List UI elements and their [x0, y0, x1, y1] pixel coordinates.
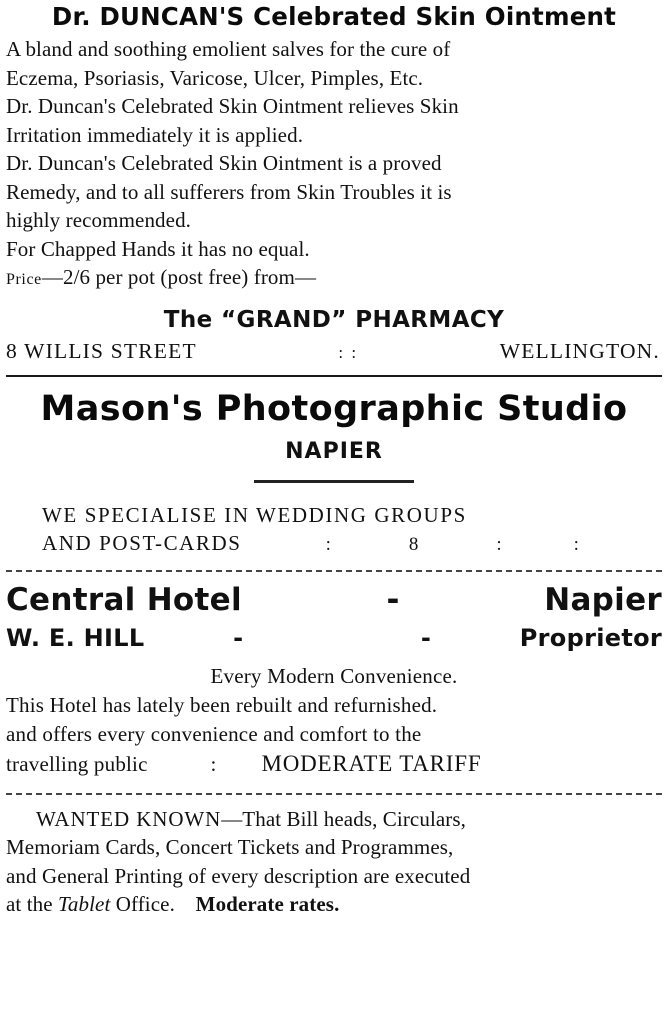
price-line — [6, 263, 662, 295]
body-line: For Chapped Hands it has no equal. — [6, 236, 310, 261]
divider-rule-1 — [6, 375, 662, 377]
advertisement-page — [0, 2, 668, 1026]
ad-title-masons: Mason's Photographic Studio — [40, 388, 628, 429]
hotel-tariff-prefix: travelling public — [6, 751, 148, 776]
hotel-tagline: Every Modern Convenience. — [210, 663, 458, 688]
masons-specialise-text: AND POST-CARDS — [42, 530, 242, 555]
proprietor-dash-a: - — [233, 623, 244, 652]
mark: 8 — [408, 533, 419, 555]
hotel-name: Central Hotel — [6, 581, 242, 618]
body-line: Eczema, Psoriasis, Varicose, Ulcer, Pimples, Etc. — [6, 65, 424, 90]
hotel-tariff-colon: : — [210, 751, 217, 776]
hotel-location: Napier — [544, 581, 662, 618]
business-name-grand-pharmacy: The “GRAND” PHARMACY — [163, 306, 505, 333]
address-city: WELLINGTON. — [499, 338, 660, 363]
body-line: Dr. Duncan's Celebrated Skin Ointment is a proved — [6, 151, 442, 175]
hotel-tariff-line — [6, 749, 662, 779]
tablet-office-italic: Tablet — [58, 892, 111, 916]
hotel-name-row — [6, 582, 662, 618]
wanted-line-4-prefix: at the — [6, 892, 53, 916]
mark: : — [496, 533, 502, 555]
ad-title-dr-duncans: Dr. DUNCAN'S Celebrated Skin Ointment — [51, 2, 617, 31]
ad-central-hotel — [6, 582, 662, 779]
ad-subtitle-napier: NAPIER — [285, 438, 383, 464]
hotel-body — [6, 662, 662, 779]
body-line: Dr. Duncan's Celebrated Skin Ointment relieves Skin — [6, 94, 459, 118]
divider-rule-3 — [6, 793, 662, 795]
mark: : — [573, 533, 579, 555]
body-line: highly recommended. — [6, 208, 192, 232]
ad-masons-photographic-studio — [6, 389, 662, 556]
body-line: Remedy, and to all sufferers from Skin Troubles it is — [6, 179, 452, 204]
proprietor-dash-b: - — [420, 623, 432, 652]
masons-specialise-line-1: WE SPECIALISE IN WEDDING GROUPS — [42, 502, 467, 527]
proprietor-name: W. E. HILL — [6, 623, 145, 652]
wanted-line-2: Memoriam Cards, Concert Tickets and Programmes, — [6, 835, 454, 859]
mark: : — [325, 533, 331, 555]
wanted-line-1 — [6, 805, 662, 834]
hotel-proprietor-row — [6, 624, 662, 652]
address-separator-dots: : : — [338, 342, 359, 362]
wanted-lead: WANTED KNOWN — [36, 806, 222, 831]
price-value: —2/6 per pot (post free) from— — [41, 265, 317, 289]
wanted-moderate-rates: Moderate rates. — [195, 892, 340, 916]
hotel-moderate-tariff: MODERATE TARIFF — [261, 750, 482, 776]
ad-dr-duncans-ointment — [6, 2, 662, 365]
divider-rule-short — [254, 480, 414, 483]
address-row-grand-pharmacy — [6, 339, 660, 365]
hotel-body-line: and offers every convenience and comfort to the — [6, 721, 422, 746]
price-label: Price — [6, 271, 42, 288]
wanted-line-4-suffix: Office. — [115, 892, 175, 916]
ad-body-dr-duncans — [6, 35, 662, 295]
body-line: Irritation immediately it is applied. — [6, 122, 304, 147]
divider-rule-2 — [6, 570, 662, 572]
wanted-line-1-rest: —That Bill heads, Circulars, — [221, 806, 467, 831]
masons-specialise-line-2 — [6, 531, 662, 556]
ad-wanted-known-printing — [6, 805, 662, 919]
wanted-line-3: and General Printing of every description are executed — [6, 863, 471, 888]
body-line: A bland and soothing emolient salves for the cure of — [6, 37, 451, 61]
proprietor-label: Proprietor — [519, 623, 663, 652]
hotel-dash: - — [386, 581, 400, 618]
address-street: 8 WILLIS STREET — [6, 338, 197, 363]
wanted-line-4 — [6, 890, 662, 919]
hotel-body-line: This Hotel has lately been rebuilt and refurnished. — [6, 692, 438, 717]
